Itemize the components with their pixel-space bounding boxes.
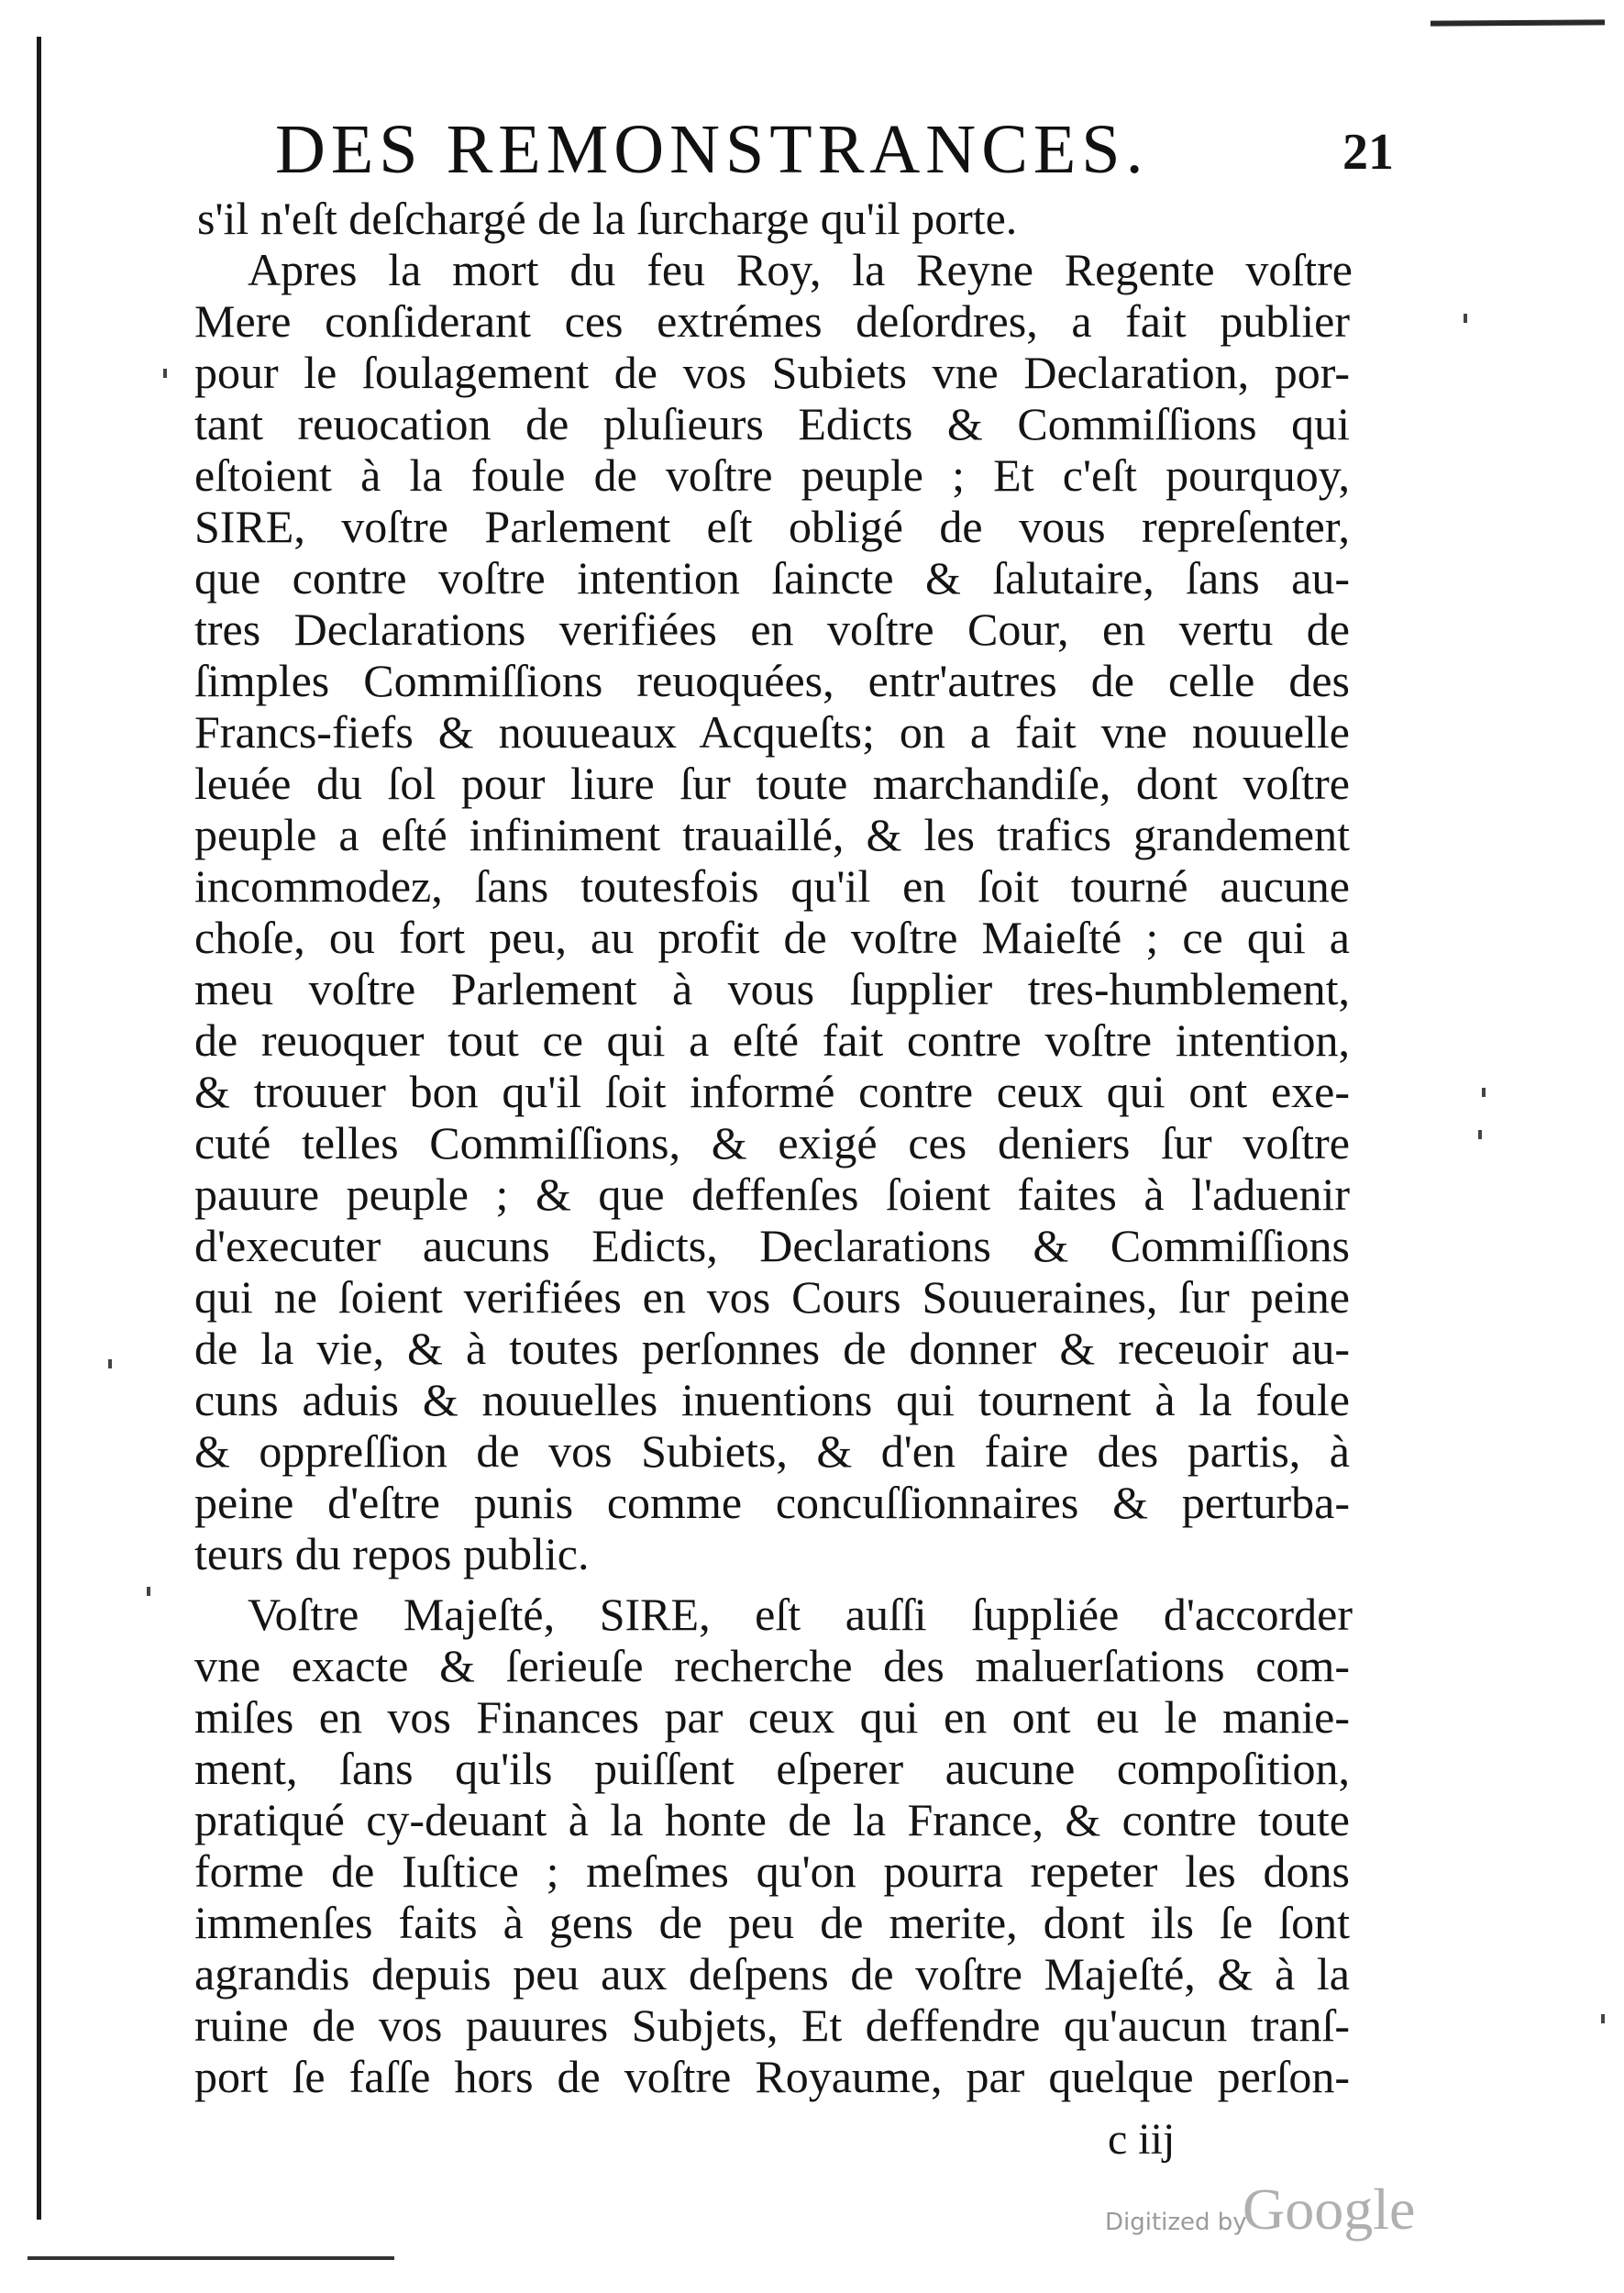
- text-line: peine d'eſtre punis comme concuſſionnaires & perturba-: [194, 1477, 1350, 1528]
- text-line: cuté telles Commiſſions, & exigé ces deniers ſur voſtre: [194, 1117, 1350, 1169]
- text-line: teurs du repos public.: [194, 1528, 590, 1579]
- ink-speck: [1478, 1130, 1482, 1139]
- text-line: miſes en vos Finances par ceux qui en ont eu le manie-: [194, 1691, 1350, 1743]
- text-line: incommodez, ſans toutesfois qu'il en ſoit tourné aucune: [194, 860, 1350, 912]
- text-line: de reuoquer tout ce qui a eſté fait contre voſtre intention,: [194, 1014, 1350, 1066]
- text-line: forme de Iuſtice ; meſmes qu'on pourra repeter les dons: [194, 1845, 1350, 1897]
- watermark-brand: Google: [1243, 2177, 1416, 2242]
- ink-speck: [163, 369, 167, 378]
- text-line: eſtoient à la foule de voſtre peuple ; Et c'eſt pourquoy,: [194, 449, 1350, 501]
- text-line: Voſtre Majeſté, SIRE, eſt auſſi ſuppliée d'accorder: [248, 1589, 1353, 1640]
- text-line: tant reuocation de pluſieurs Edicts & Commiſſions qui: [194, 398, 1350, 449]
- text-line: s'il n'eſt deſchargé de la ſurcharge qu'il porte.: [197, 193, 1018, 244]
- text-line: & trouuer bon qu'il ſoit informé contre ceux qui ont exe-: [194, 1066, 1350, 1117]
- signature-mark: c iij: [1108, 2115, 1176, 2164]
- text-line: Apres la mort du feu Roy, la Reyne Regente voſtre: [248, 244, 1353, 295]
- running-title: DES REMONSTRANCES.: [275, 111, 1149, 188]
- text-line: pauure peuple ; & que deffenſes ſoient faites à l'aduenir: [194, 1169, 1350, 1220]
- binding-edge-line: [37, 37, 41, 2220]
- text-line: d'executer aucuns Edicts, Declarations & Commiſſions: [194, 1220, 1350, 1271]
- text-line: agrandis depuis peu aux deſpens de voſtre Majeſté, & à la: [194, 1948, 1350, 1999]
- digitization-watermark: [1105, 2176, 1435, 2258]
- watermark-by-text: Digitized by: [1105, 2209, 1247, 2236]
- text-line: immenſes faits à gens de peu de merite, dont ils ſe ſont: [194, 1897, 1350, 1948]
- ink-speck: [147, 1587, 150, 1596]
- scan-bottom-edge: [28, 2256, 394, 2260]
- ink-speck: [1482, 1088, 1486, 1097]
- text-line: ruine de vos pauures Subjets, Et deffendre qu'aucun tranſ-: [194, 1999, 1350, 2051]
- text-line: cuns aduis & nouuelles inuentions qui tournent à la foule: [194, 1374, 1350, 1425]
- text-line: Mere conſiderant ces extrémes deſordres, a fait publier: [194, 295, 1350, 347]
- text-line: Francs-fiefs & nouueaux Acqueſts; on a fait vne nouuelle: [194, 706, 1350, 758]
- text-line: meu voſtre Parlement à vous ſupplier tres-humblement,: [194, 963, 1350, 1014]
- text-line: ſimples Commiſſions reuoquées, entr'autres de celle des: [194, 655, 1350, 706]
- ink-speck: [1601, 2014, 1605, 2023]
- text-line: pratiqué cy-deuant à la honte de la France, & contre toute: [194, 1794, 1350, 1845]
- text-line: vne exacte & ſerieuſe recherche des maluerſations com-: [194, 1640, 1350, 1691]
- ink-speck: [108, 1359, 112, 1368]
- text-line: pour le ſoulagement de vos Subiets vne Declaration, por-: [194, 347, 1350, 398]
- page-number: 21: [1342, 124, 1394, 181]
- text-line: choſe, ou fort peu, au profit de voſtre Maieſté ; ce qui a: [194, 912, 1350, 963]
- text-line: port ſe faſſe hors de voſtre Royaume, par quelque perſon-: [194, 2051, 1350, 2102]
- text-line: leuée du ſol pour liure ſur toute marchandiſe, dont voſtre: [194, 758, 1350, 809]
- text-line: que contre voſtre intention ſaincte & ſalutaire, ſans au-: [194, 552, 1350, 604]
- text-line: SIRE, voſtre Parlement eſt obligé de vous repreſenter,: [194, 501, 1350, 552]
- scan-artifact-mark: [1431, 19, 1605, 26]
- text-line: qui ne ſoient verifiées en vos Cours Souueraines, ſur peine: [194, 1271, 1350, 1323]
- text-line: de la vie, & à toutes perſonnes de donner & receuoir au-: [194, 1323, 1350, 1374]
- page-header: [275, 108, 1394, 191]
- text-line: ment, ſans qu'ils puiſſent eſperer aucune compoſition,: [194, 1743, 1350, 1794]
- text-line: & oppreſſion de vos Subiets, & d'en faire des partis, à: [194, 1425, 1350, 1477]
- text-line: peuple a eſté infiniment trauaillé, & les trafics grandement: [194, 809, 1350, 860]
- ink-speck: [1464, 314, 1467, 323]
- text-line: tres Declarations verifiées en voſtre Cour, en vertu de: [194, 604, 1350, 655]
